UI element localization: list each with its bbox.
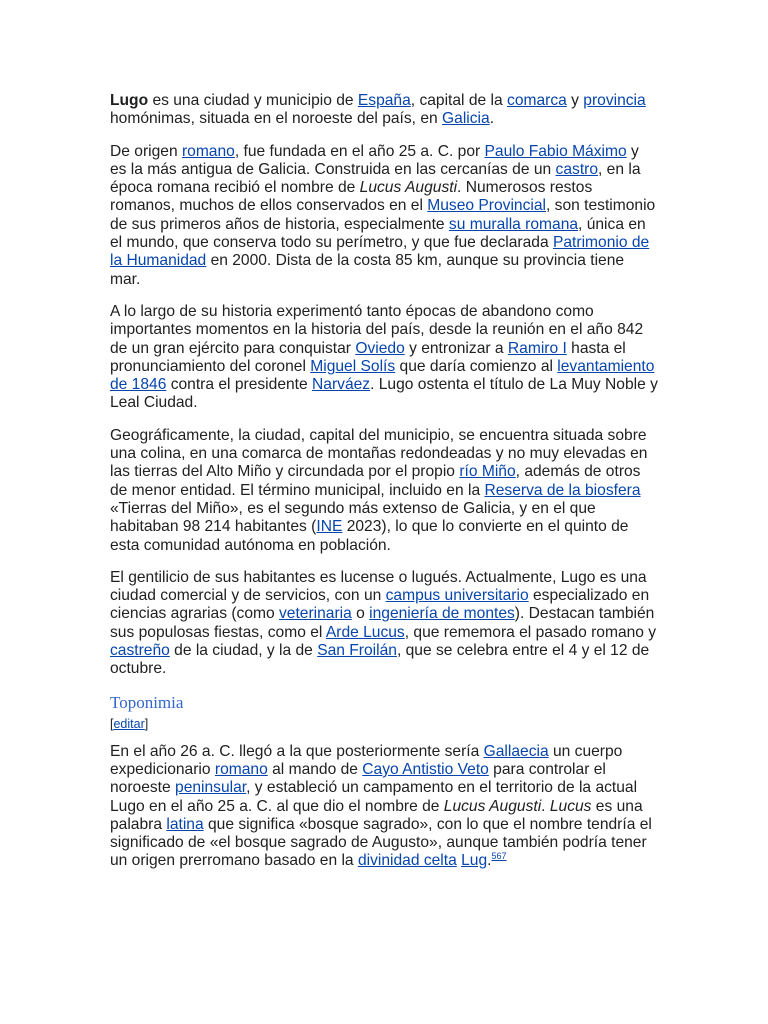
text: es una ciudad y municipio de bbox=[148, 92, 358, 109]
link-museo-provincial[interactable]: Museo Provincial bbox=[427, 197, 546, 215]
demonym-paragraph bbox=[110, 569, 658, 679]
bracket: ] bbox=[144, 716, 149, 731]
article-subject: Lugo bbox=[110, 92, 149, 109]
text: , capital de la bbox=[410, 92, 508, 109]
link-ingenieria-montes[interactable]: ingeniería de montes bbox=[369, 605, 515, 623]
text: y bbox=[566, 92, 584, 109]
edit-section-link[interactable]: editar bbox=[113, 716, 145, 731]
text: , que se celebra entre el 4 y el 12 de octubre. bbox=[110, 642, 650, 678]
text: , son testimonio de sus primeros años de historia, especialmente bbox=[110, 197, 656, 233]
history-paragraph bbox=[110, 303, 658, 413]
text: homónimas, situada en el noroeste del país, en bbox=[110, 110, 443, 128]
italic-term: Lucus Augusti bbox=[359, 179, 458, 197]
italic-term: Lucus Augusti bbox=[443, 797, 542, 815]
text: un cuerpo expedicionario bbox=[110, 742, 623, 778]
link-veterinaria[interactable]: veterinaria bbox=[279, 605, 352, 623]
link-narvaez[interactable]: Narváez bbox=[312, 376, 371, 394]
link-romano-2[interactable]: romano bbox=[214, 760, 268, 778]
text: especializado en ciencias agrarias (como bbox=[110, 587, 650, 623]
text: de la ciudad, y la de bbox=[169, 642, 318, 660]
text: «Tierras del Miño», es el segundo más extenso de Galicia, y en el que habitaban 98 214 habitantes ( bbox=[110, 499, 596, 536]
section-heading-toponimia: Toponimia bbox=[110, 692, 184, 712]
link-levantamiento-1846[interactable]: levantamiento de 1846 bbox=[110, 357, 655, 394]
link-divinidad-celta[interactable]: divinidad celta bbox=[357, 852, 457, 870]
text: ). Destacan también sus populosas fiestas, como el bbox=[110, 605, 655, 641]
link-campus-universitario[interactable]: campus universitario bbox=[385, 587, 529, 605]
link-paulo-fabio-maximo[interactable]: Paulo Fabio Máximo bbox=[484, 142, 627, 160]
text: en 2000. Dista de la costa 85 km, aunque su provincia tiene mar. bbox=[110, 252, 625, 288]
text: El gentilicio de sus habitantes es lucense o lugués. Actualmente, Lugo es una ciudad comercial y de servicios, con un bbox=[110, 568, 647, 605]
text: es una palabra bbox=[110, 797, 643, 833]
text: . bbox=[487, 852, 492, 870]
link-patrimonio-humanidad[interactable]: Patrimonio de la Humanidad bbox=[110, 234, 650, 270]
link-miguel-solis[interactable]: Miguel Solís bbox=[310, 357, 396, 375]
link-galicia[interactable]: Galicia bbox=[442, 110, 490, 128]
text: y es la más antigua de Galicia. Construida en las cercanías de un bbox=[110, 142, 639, 178]
link-lug[interactable]: Lug bbox=[461, 852, 488, 870]
link-cayo-antistio-veto[interactable]: Cayo Antistio Veto bbox=[362, 760, 489, 778]
text: 2023), lo que lo convierte en el quinto de esta comunidad autónoma en población. bbox=[110, 518, 629, 554]
text: hasta el pronunciamiento del coronel bbox=[110, 339, 626, 375]
link-latina[interactable]: latina bbox=[166, 815, 204, 833]
geography-paragraph bbox=[110, 427, 658, 555]
article-body bbox=[110, 92, 658, 885]
text: que daría comienzo al bbox=[395, 357, 558, 375]
link-espana[interactable]: España bbox=[357, 92, 411, 109]
text: , que rememora el pasado romano y bbox=[404, 623, 657, 641]
text: y entronizar a bbox=[404, 339, 508, 357]
reference-link[interactable]: 567 bbox=[491, 851, 507, 862]
text: Geográficamente, la ciudad, capital del municipio, se encuentra situada sobre una colina, en una comarca de montañas redondeadas y no muy elevadas en las tierras del Alto Miño y circundada por el propio bbox=[110, 426, 648, 481]
text: contra el presidente bbox=[166, 376, 313, 394]
link-ramiro-i[interactable]: Ramiro I bbox=[507, 339, 567, 357]
link-reserva-biosfera[interactable]: Reserva de la biosfera bbox=[484, 481, 641, 499]
link-gallaecia[interactable]: Gallaecia bbox=[483, 742, 549, 760]
origin-paragraph bbox=[110, 143, 658, 289]
link-comarca[interactable]: comarca bbox=[507, 92, 567, 109]
text: . Numerosos restos romanos, muchos de ellos conservados en el bbox=[110, 179, 593, 215]
link-provincia[interactable]: provincia bbox=[583, 92, 646, 109]
text: al mando de bbox=[267, 760, 363, 778]
text: , fue fundada en el año 25 a. C. por bbox=[234, 142, 485, 160]
text: o bbox=[351, 605, 370, 623]
text: , única en el mundo, que conserva todo su perímetro, y que fue declarada bbox=[110, 215, 646, 252]
text: . Lugo ostenta el título de La Muy Noble y Leal Ciudad. bbox=[110, 376, 658, 412]
text: , y estableció un campamento en el territorio de la actual Lugo en el año 25 a. C. al que dio el nombre de bbox=[110, 779, 638, 815]
text: . bbox=[541, 797, 550, 815]
toponymy-paragraph bbox=[110, 743, 658, 871]
text: para controlar el noroeste bbox=[110, 760, 606, 797]
bracket: [ bbox=[110, 716, 114, 731]
link-oviedo[interactable]: Oviedo bbox=[355, 339, 405, 357]
link-arde-lucus[interactable]: Arde Lucus bbox=[325, 623, 405, 641]
link-muralla-romana[interactable]: su muralla romana bbox=[448, 215, 579, 233]
text: . bbox=[489, 110, 495, 128]
link-castreno[interactable]: castreño bbox=[110, 642, 170, 660]
italic-term: Lucus bbox=[549, 797, 592, 815]
link-san-froilan[interactable]: San Froilán bbox=[317, 642, 397, 660]
text: , en la época romana recibió el nombre de bbox=[110, 160, 641, 197]
text: De origen bbox=[110, 142, 182, 160]
link-romano[interactable]: romano bbox=[181, 142, 235, 160]
link-rio-mino[interactable]: río Miño bbox=[459, 463, 516, 481]
link-castro[interactable]: castro bbox=[555, 160, 599, 178]
link-peninsular[interactable]: peninsular bbox=[175, 779, 247, 797]
intro-paragraph bbox=[110, 92, 658, 129]
text: A lo largo de su historia experimentó tanto épocas de abandono como importantes momentos en la historia del país, desde la reunión en el año 842 de un gran ejército para conquistar bbox=[110, 302, 644, 357]
link-ine[interactable]: INE bbox=[316, 518, 343, 536]
text: En el año 26 a. C. llegó a la que posteriormente sería bbox=[110, 742, 484, 760]
text: , además de otros de menor entidad. El término municipal, incluido en la bbox=[110, 463, 641, 499]
text: que significa «bosque sagrado», con lo que el nombre tendría el significado de «el bosque sagrado de Augusto», aunque también podría tener un origen prerromano basado en la bbox=[110, 815, 652, 870]
section-edit bbox=[110, 716, 658, 732]
